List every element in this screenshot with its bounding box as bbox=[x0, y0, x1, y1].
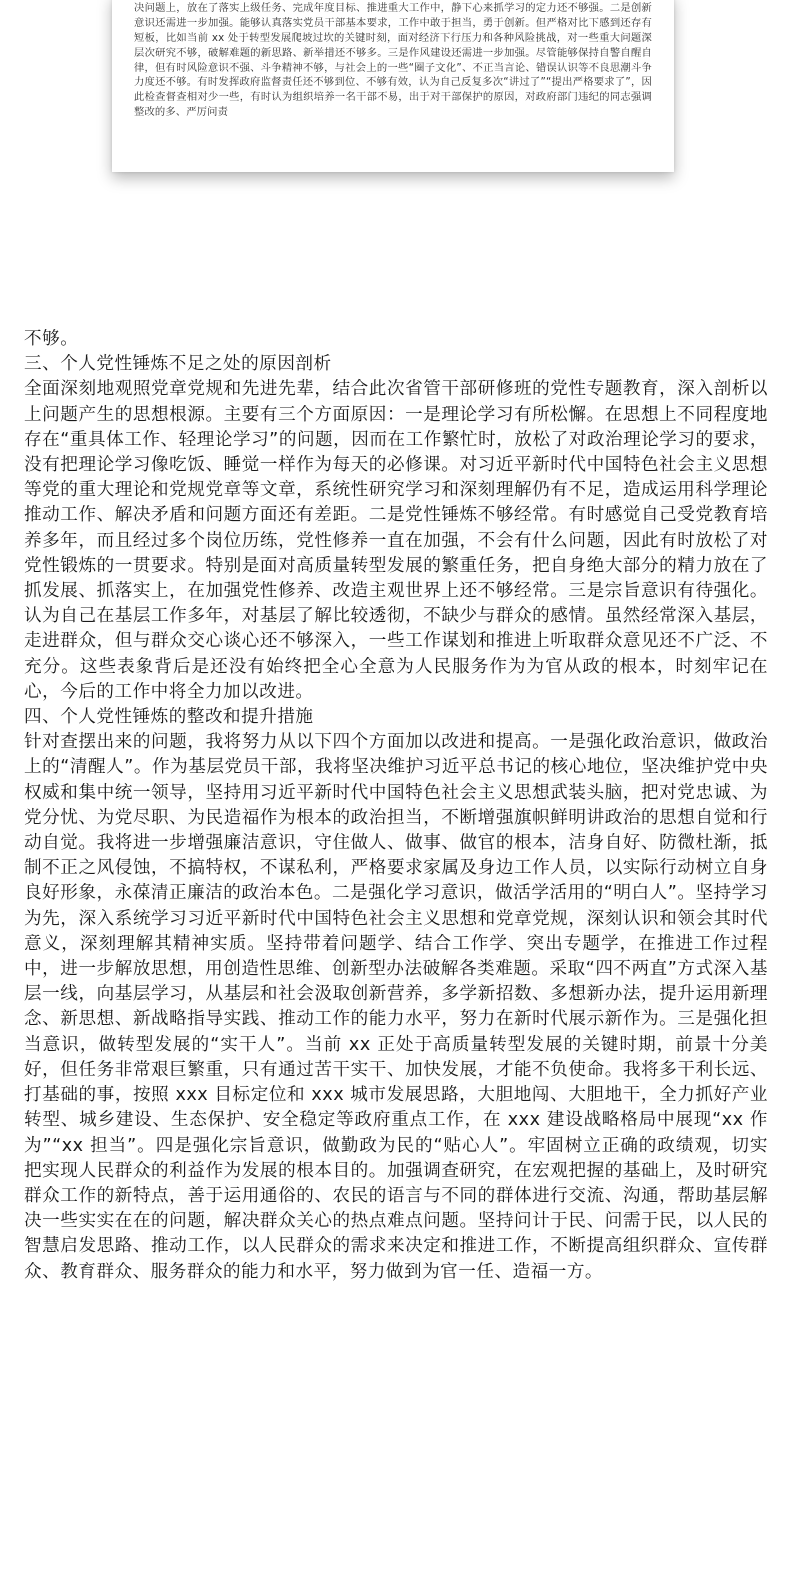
section-heading-3: 三、个人党性锤炼不足之处的原因剖析 bbox=[24, 354, 332, 375]
preview-paragraph: 决问题上，放在了落实上级任务、完成年度目标、推进重大工作中，静下心来抓学习的定力还不够强。二是创新意识还需进一步加强。能够认真落实党员干部基本要求，工作中敢于担当，勇于创新。但严格对比下感到还存有短板，比如当前 xx 处于转型发展爬坡过坎的关键时刻，面对经济下行压力和各种风险挑战，对一些重大问题深层次研究不够，破解难题的新思路、新举措还不够多。三是作风建设还需进一步加强。尽管能够保持自警自醒自律，但有时风险意识不强、斗争精神不够，与社会上的一些“圈子文化”、不正当言论、错误认识等不良思潮斗争力度还不够。有时发挥政府监督责任还不够到位、不够有效，认为自己反复多次“讲过了”“提出严格要求了”，因此检查督查相对少一些，有时认为组织培养一名干部不易，出于对干部保护的原因，对政府部门违纪的同志强调整改的多、严厉问责 bbox=[134, 1, 652, 119]
paragraph-continuation: 不够。 bbox=[24, 329, 79, 349]
paragraph-measures: 针对查摆出来的问题，我将努力从以下四个方面加以改进和提高。一是强化政治意识，做政治上的“清醒人”。作为基层党员干部，我将坚决维护习近平总书记的核心地位，坚决维护党中央权威和集中统一领导，坚持用习近平新时代中国特色社会主义思想武装头脑，把对党忠诚、为党分忧、为党尽职、为民造福作为根本的政治担当，不断增强旗帜鲜明讲政治的思想自觉和行动自觉。我将进一步增强廉洁意识，守住做人、做事、做官的根本，洁身自好、防微杜渐，抵制不正之风侵蚀，不搞特权，不谋私利，严格要求家属及身边工作人员，以实际行动树立自身良好形象，永葆清正廉洁的政治本色。二是强化学习意识，做活学活用的“明白人”。坚持学习为先，深入系统学习习近平新时代中国特色社会主义思想和党章党规，深刻认识和领会其时代意义，深刻理解其精神实质。坚持带着问题学、结合工作学、突出专题学，在推进工作过程中，进一步解放思想，用创造性思维、创新型办法破解各类难题。采取“四不两直”方式深入基层一线，向基层学习，从基层和社会汲取创新营养，多学新招数、多想新办法，提升运用新理念、新思想、新战略指导实践、推动工作的能力水平，努力在新时代展示新作为。三是强化担当意识，做转型发展的“实干人”。当前 xx 正处于高质量转型发展的关键时期，前景十分美好，但任务非常艰巨繁重，只有通过苦干实干、加快发展，才能不负使命。我将多干利长远、打基础的事，按照 xxx 目标定位和 xxx 城市发展思路，大胆地闯、大胆地干，全力抓好产业转型、城乡建设、生态保护、安全稳定等政府重点工作，在 xxx 建设战略格局中展现“xx 作为”“xx 担当”。四是强化宗旨意识，做勤政为民的“贴心人”。牢固树立正确的政绩观，切实把实现人民群众的利益作为发展的根本目的。加强调查研究，在宏观把握的基础上，及时研究群众工作的新特点，善于运用通俗的、农民的语言与不同的群体进行交流、沟通，帮助基层解决一些实实在在的问题，解决群众关心的热点难点问题。坚持问计于民、问需于民，以人民的智慧启发思路、推动工作，以人民群众的需求来决定和推进工作，不断提高组织群众、宣传群众、教育群众、服务群众的能力和水平，努力做到为官一任、造福一方。 bbox=[24, 732, 768, 1282]
section-heading-4: 四、个人党性锤炼的整改和提升措施 bbox=[24, 707, 314, 728]
preview-content bbox=[134, 0, 652, 172]
paragraph-cause-analysis: 全面深刻地观照党章党规和先进先辈，结合此次省管干部研修班的党性专题教育，深入剖析以上问题产生的思想根源。主要有三个方面原因：一是理论学习有所松懈。在思想上不同程度地存在“重具体工作、轻理论学习”的问题，因而在工作繁忙时，放松了对政治理论学习的要求，没有把理论学习像吃饭、睡觉一样作为每天的必修课。对习近平新时代中国特色社会主义思想等党的重大理论和党规党章等文章，系统性研究学习和深刻理解仍有不足，造成运用科学理论推动工作、解决矛盾和问题方面还有差距。二是党性锤炼不够经常。有时感觉自己受党教育培养多年，而且经过多个岗位历练，党性修养一直在加强，不会有什么问题，因此有时放松了对党性锻炼的一贯要求。特别是面对高质量转型发展的繁重任务，把自身绝大部分的精力放在了抓发展、抓落实上，在加强党性修养、改造主观世界上还不够经常。三是宗旨意识有待强化。认为自己在基层工作多年，对基层了解比较透彻，不缺少与群众的感情。虽然经常深入基层，走进群众，但与群众交心谈心还不够深入，一些工作谋划和推进上听取群众意见还不广泛、不充分。这些表象背后是还没有始终把全心全意为人民服务作为为官从政的根本，时刻牢记在心，今后的工作中将全力加以改进。 bbox=[24, 379, 768, 702]
document-page-preview bbox=[112, 0, 674, 172]
document-body bbox=[24, 327, 768, 1285]
